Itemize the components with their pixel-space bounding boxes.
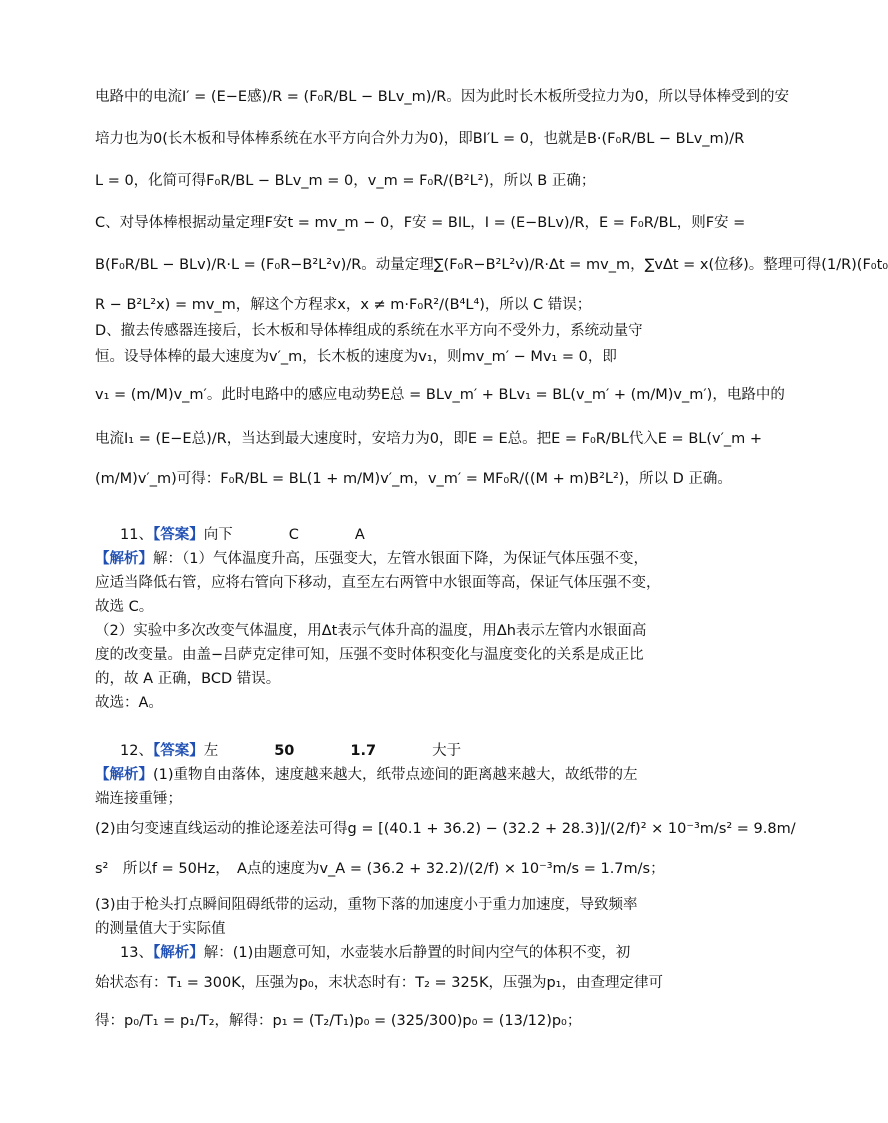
text-line: 故选 C。: [95, 599, 154, 615]
text-line: 度的改变量。由盖−吕萨克定律可知，压强不变时体积变化与温度变化的关系是成正比: [95, 647, 644, 663]
answer-value: 向下: [203, 527, 233, 543]
text-line: 的，故 A 正确，BCD 错误。: [95, 671, 281, 687]
text-line: L = 0，化简可得F₀R/BL − BLv_m = 0，v_m = F₀R/(B²L²)，所以 B 正确；: [95, 173, 596, 189]
question-number: 12、: [120, 743, 153, 759]
answer-tag: 【答案】: [152, 743, 204, 759]
text-line: 恒。设导体棒的最大速度为v′_m，长木板的速度为v₁，则mv_m′ − Mv₁ = 0，即: [95, 349, 617, 365]
text-line: D、撤去传感器连接后，长木板和导体棒组成的系统在水平方向不受外力，系统动量守: [95, 323, 643, 339]
answer-value: 1.7: [350, 743, 377, 759]
text-line: (2)由匀变速直线运动的推论逐差法可得g = [(40.1 + 36.2) − (32.2 + 28.3)]/(2/f)² × 10⁻³m/s² = 9.8m/: [95, 821, 796, 837]
text-line: [120, 942, 707, 964]
text-line: 端连接重锤；: [95, 791, 182, 807]
text-line: 电流I₁ = (E−E总)/R，当达到最大速度时，安培力为0，即E = E总。把E = F₀R/BL代入E = BL(v′_m +: [95, 431, 763, 447]
question-number: 11、: [120, 527, 153, 543]
text-line: s² 所以f = 50Hz， A点的速度为v_A = (36.2 + 32.2)/(2/f) × 10⁻³m/s = 1.7m/s；: [95, 861, 665, 877]
answer-line-12: [120, 740, 732, 762]
analysis-tag: 【解析】: [95, 551, 153, 567]
analysis-text: 解：(1)由题意可知，水壶装水后静置的时间内空气的体积不变，初: [203, 945, 631, 961]
text-line: 应适当降低右管，应将右管向下移动，直至左右两管中水银面等高，保证气体压强不变，: [95, 575, 661, 591]
analysis-text: (1)重物自由落体，速度越来越大，纸带点迹间的距离越来越大，故纸带的左: [153, 767, 638, 783]
answer-tag: 【答案】: [152, 527, 204, 543]
analysis-tag: 【解析】: [95, 767, 153, 783]
text-line: 的测量值大于实际值: [95, 921, 226, 937]
answer-line-11: [120, 524, 732, 546]
text-line: （2）实验中多次改变气体温度，用Δt表示气体升高的温度，用Δh表示左管内水银面高: [95, 623, 647, 639]
text-line: v₁ = (m/M)v_m′。此时电路中的感应电动势E总 = BLv_m′ + BLv₁ = BL(v_m′ + (m/M)v_m′)，电路中的: [95, 387, 785, 403]
text-line: R − B²L²x) = mv_m，解这个方程求x，x ≠ m·F₀R²/(B⁴L⁴)，所以 C 错误；: [95, 297, 592, 313]
text-line: C、对导体棒根据动量定理F安t = mv_m − 0，F安 = BIL，I = (E−BLv)/R，E = F₀R/BL，则F安 =: [95, 215, 746, 231]
question-number: 13、: [120, 945, 153, 961]
text-line: 得：p₀/T₁ = p₁/T₂，解得：p₁ = (T₂/T₁)p₀ = (325/300)p₀ = (13/12)p₀；: [95, 1013, 582, 1029]
analysis-text: 解：（1）气体温度升高，压强变大，左管水银面下降，为保证气体压强不变，: [153, 551, 648, 567]
text-line: (3)由于枪头打点瞬间阻碍纸带的运动，重物下落的加速度小于重力加速度，导致频率: [95, 897, 638, 913]
answer-value: 左: [203, 743, 219, 759]
answer-value: 大于: [432, 743, 462, 759]
text-line: 电路中的电流I′ = (E−E感)/R = (F₀R/BL − BLv_m)/R。因为此时长木板所受拉力为0，所以导体棒受到的安: [95, 89, 790, 105]
analysis-tag: 【解析】: [152, 945, 204, 961]
text-line: B(F₀R/BL − BLv)/R·L = (F₀R−B²L²v)/R。动量定理∑(F₀R−B²L²v)/R·Δt = mv_m，∑vΔt = x(位移)。整理可得(1/R)(F₀t₀: [95, 257, 888, 273]
text-line: 始状态有：T₁ = 300K，压强为p₀，末状态时有：T₂ = 325K，压强为p₁，由查理定律可: [95, 975, 663, 991]
text-line: (m/M)v′_m)可得：F₀R/BL = BL(1 + m/M)v′_m，v_m′ = MF₀R/((M + m)B²L²)，所以 D 正确。: [95, 471, 732, 487]
answer-value: C: [288, 527, 299, 543]
answer-value: A: [354, 527, 365, 543]
text-line: 故选：A。: [95, 695, 163, 711]
text-line: [95, 764, 707, 786]
text-line: [95, 548, 707, 570]
answer-value: 50: [274, 743, 295, 759]
text-line: 培力也为0(长木板和导体棒系统在水平方向合外力为0)，即BI′L = 0，也就是B·(F₀R/BL − BLv_m)/R: [95, 131, 745, 147]
